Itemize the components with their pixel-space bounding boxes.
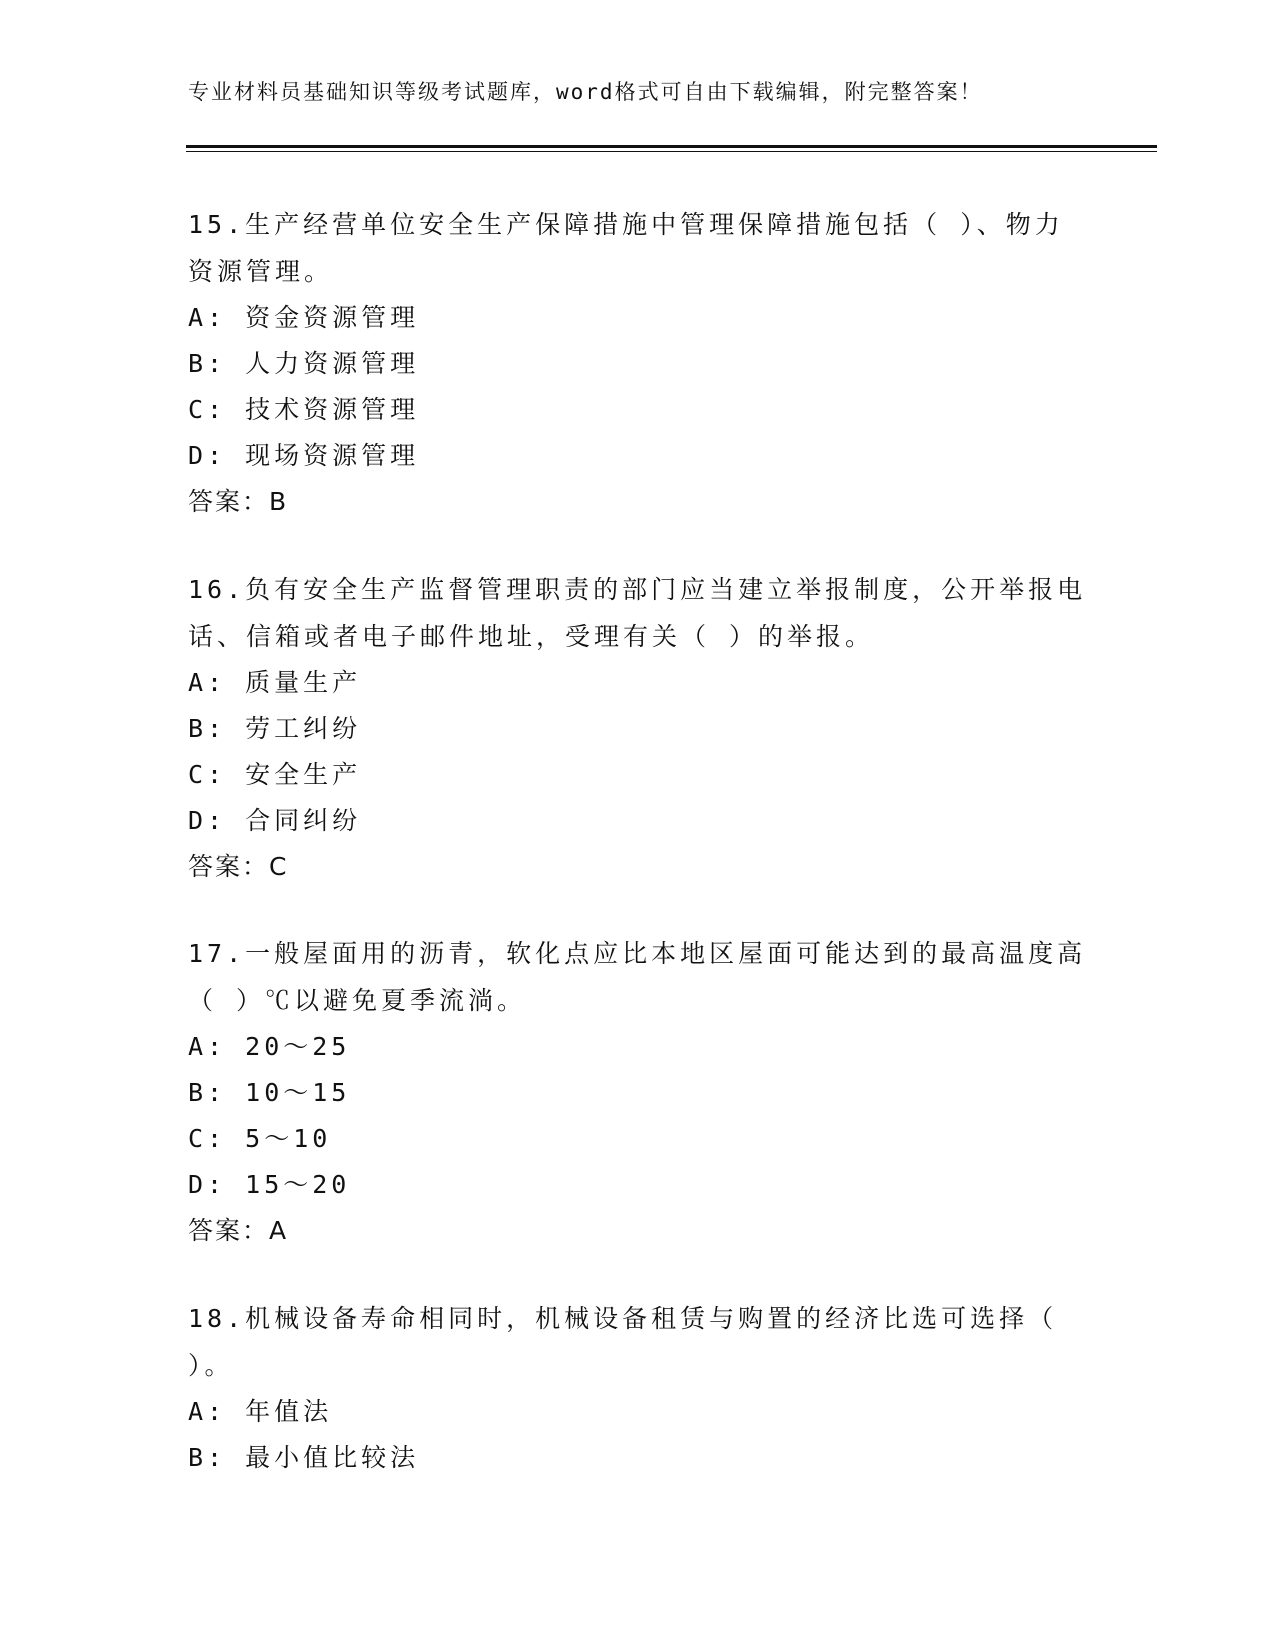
question-15 bbox=[188, 201, 1088, 525]
header-rule-thin bbox=[186, 151, 1157, 152]
question-17 bbox=[188, 930, 1088, 1254]
answer: 答案：B bbox=[188, 487, 289, 516]
question-stem: 15.生产经营单位安全生产保障措施中管理保障措施包括（ ）、物力 资源管理。 bbox=[188, 210, 1064, 286]
question-stem: 18.机械设备寿命相同时，机械设备租赁与购置的经济比选可选择（ ）。 bbox=[188, 1304, 1058, 1380]
header-rule-thick bbox=[186, 145, 1157, 148]
option-c: C: 5～10 bbox=[188, 1124, 332, 1153]
option-c: C: 安全生产 bbox=[188, 760, 362, 789]
option-a: A: 质量生产 bbox=[188, 668, 362, 697]
option-a: A: 年值法 bbox=[188, 1397, 333, 1426]
option-b: B: 10～15 bbox=[188, 1078, 351, 1107]
option-d: D: 15～20 bbox=[188, 1170, 351, 1199]
question-18 bbox=[188, 1295, 1088, 1481]
option-b: B: 劳工纠纷 bbox=[188, 714, 362, 743]
question-stem: 16.负有安全生产监督管理职责的部门应当建立举报制度，公开举报电 话、信箱或者电子邮件地址，受理有关（ ）的举报。 bbox=[188, 575, 1087, 651]
question-16 bbox=[188, 566, 1088, 890]
question-stem: 17.一般屋面用的沥青，软化点应比本地区屋面可能达到的最高温度高 （ ）℃以避免夏季流淌。 bbox=[188, 939, 1087, 1015]
option-a: A: 20～25 bbox=[188, 1032, 351, 1061]
option-c: C: 技术资源管理 bbox=[188, 395, 420, 424]
option-d: D: 合同纠纷 bbox=[188, 806, 362, 835]
option-a: A: 资金资源管理 bbox=[188, 303, 420, 332]
option-b: B: 人力资源管理 bbox=[188, 349, 420, 378]
option-b: B: 最小值比较法 bbox=[188, 1443, 420, 1472]
page-header: 专业材料员基础知识等级考试题库，word格式可自由下载编辑，附完整答案！ bbox=[188, 80, 983, 104]
option-d: D: 现场资源管理 bbox=[188, 441, 420, 470]
answer: 答案：C bbox=[188, 852, 289, 881]
answer: 答案：A bbox=[188, 1216, 289, 1245]
